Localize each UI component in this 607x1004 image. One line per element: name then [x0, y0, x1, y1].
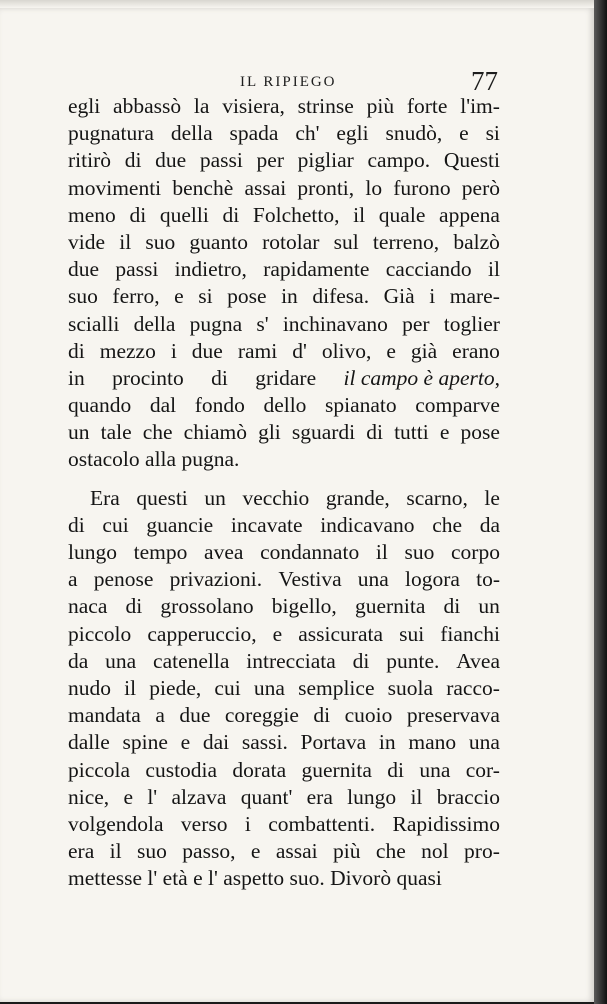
text-line: piccolo capperuccio, e assicurata sui fianchi [68, 621, 500, 646]
paragraph [68, 93, 500, 474]
text-line: ritirò di due passi per pigliar campo. Questi [68, 148, 500, 173]
text-line: vide il suo guanto rotolar sul terreno, balzò [68, 229, 500, 254]
page-top-edge [0, 0, 607, 8]
text-line: pugnatura della spada ch' egli snudò, e si [68, 121, 500, 146]
paragraph [68, 485, 500, 893]
text-line: suo ferro, e si pose in difesa. Già i mare- [68, 284, 500, 309]
text-line: egli abbassò la visiera, strinse più forte l'im- [68, 94, 500, 118]
page-right-edge [594, 0, 607, 1004]
text-line: mettesse l' età e l' aspetto suo. Divorò quasi [68, 866, 442, 891]
text-line: meno di quelli di Folchetto, il quale appena [68, 202, 500, 227]
text-line: naca di grossolano bigello, guernita di un [68, 594, 500, 619]
page-number: 77 [471, 66, 498, 96]
text-line: di cui guancie incavate indicavano che da [68, 512, 500, 537]
text-line: di mezzo i due rami d' olivo, e già erano [68, 338, 500, 363]
text-line: in procinto di gridare il campo è aperto, [68, 365, 500, 390]
text-line: piccola custodia dorata guernita di una cor- [68, 757, 500, 782]
text-line: mandata a due coreggie di cuoio preservava [68, 703, 500, 728]
text-line: Era questi un vecchio grande, scarno, le [90, 485, 500, 510]
text-line: nudo il piede, cui una semplice suola racco- [68, 675, 500, 700]
text-line: a penose privazioni. Vestiva una logora to- [68, 567, 500, 592]
text-line: lungo tempo avea condannato il suo corpo [68, 540, 500, 564]
italic-phrase: il campo è aperto [343, 365, 495, 390]
body-text [68, 93, 500, 892]
text-line: due passi indietro, rapidamente cacciando il [68, 257, 500, 282]
text-line: scialli della pugna s' inchinavano per toglier [68, 311, 500, 336]
text-line: nice, e l' alzava quant' era lungo il braccio [68, 784, 500, 809]
text-line: movimenti benchè assai pronti, lo furono però [68, 175, 500, 200]
text-line: ostacolo alla pugna. [68, 447, 240, 472]
text-line: da una catenella intrecciata di punte. Avea [68, 648, 500, 673]
text-line: era il suo passo, e assai più che nol pro- [68, 839, 500, 864]
text-line: quando dal fondo dello spianato comparve [68, 393, 500, 418]
text-line: volgendola verso i combattenti. Rapidissimo [68, 811, 500, 836]
text-line: dalle spine e dai sassi. Portava in mano una [68, 730, 500, 755]
book-page [0, 8, 594, 1002]
text-line: un tale che chiamò gli sguardi di tutti e pose [68, 420, 500, 445]
running-head: IL RIPIEGO [240, 74, 337, 90]
